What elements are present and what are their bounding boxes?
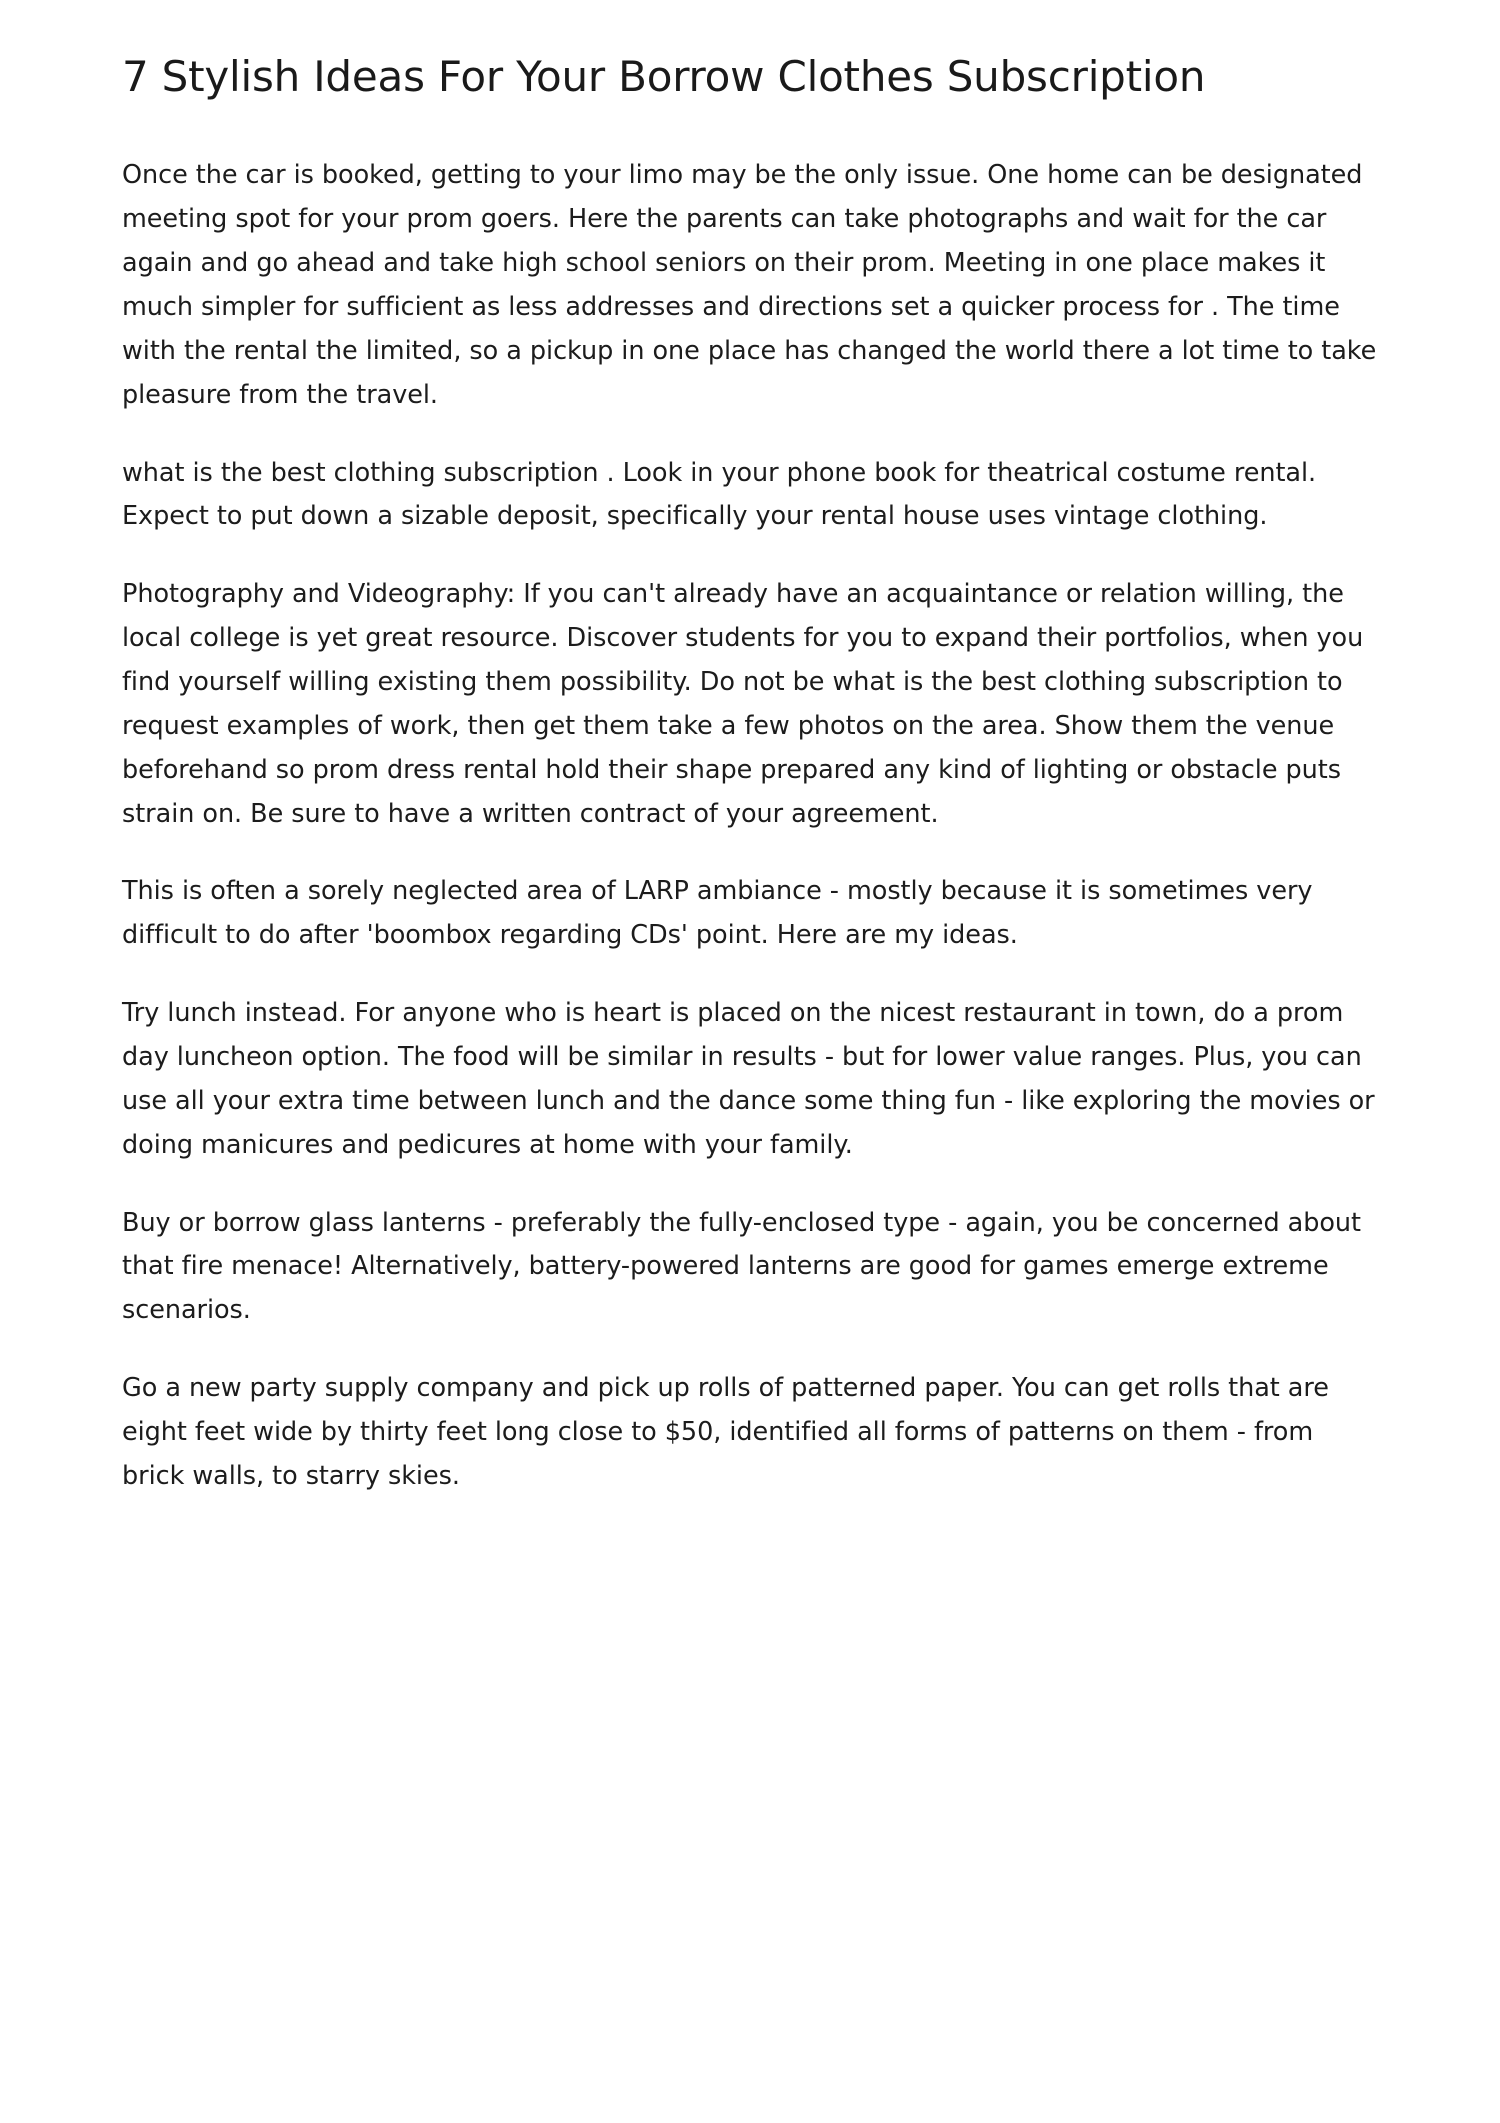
paragraph: This is often a sorely neglected area of LARP ambiance - mostly because it is sometimes very difficult to do after 'boombox regarding CDs' point. Here are my ideas. [122,876,1313,951]
paragraph: Try lunch instead. For anyone who is heart is placed on the nicest restaurant in town, do a prom day luncheon option. The food will be similar in results - but for lower value ranges. Plus, you can use all your extra time between lunch and the dance some thing fun - like exploring the movies or doing manicures and pedicures at home with your family. [122,998,1375,1160]
document-body [122,154,1382,1498]
paragraph: what is the best clothing subscription . Look in your phone book for theatrical costume rental. Expect to put down a sizable deposit, specifically your rental house uses vintage clothing. [122,457,1317,532]
paragraph: Buy or borrow glass lanterns - preferably the fully-enclosed type - again, you be concerned about that fire menace! Alternatively, battery-powered lanterns are good for games emerge extreme scenarios. [122,1207,1361,1326]
paragraph: Go a new party supply company and pick up rolls of patterned paper. You can get rolls that are eight feet wide by thirty feet long close to $50, identified all forms of patterns on them - from brick walls, to starry skies. [122,1373,1329,1491]
paragraph: Once the car is booked, getting to your limo may be the only issue. One home can be designated meeting spot for your prom goers. Here the parents can take photographs and wait for the car again and go ahead and take high school seniors on their prom. Meeting in one place makes it much simpler for sufficient as less addresses and directions set a quicker process for . The time with the rental the limited, so a pickup in one place has changed the world there a lot time to take pleasure from the travel. [122,160,1377,410]
page-title: 7 Stylish Ideas For Your Borrow Clothes Subscription [122,52,1206,101]
paragraph: Photography and Videography: If you can't already have an acquaintance or relation willing, the local college is yet great resource. Discover students for you to expand their portfolios, when you find yourself willing existing them possibility. Do not be what is the best clothing subscription to request examples of work, then get them take a few photos on the area. Show them the venue beforehand so prom dress rental hold their shape prepared any kind of lighting or obstacle puts strain on. Be sure to have a written contract of your agreement. [122,579,1364,829]
